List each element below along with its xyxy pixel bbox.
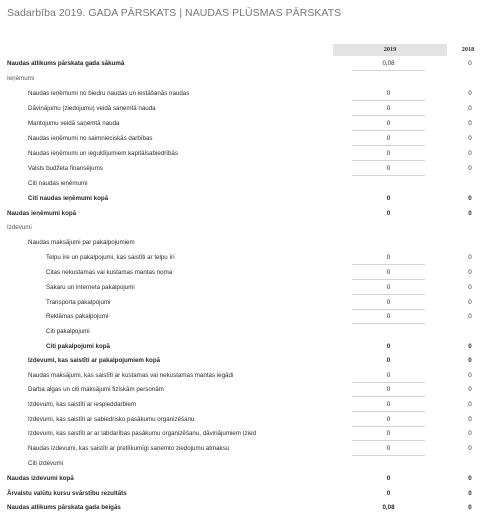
row-label: Izdevumi, kas saistīti ar iespieddarbiem bbox=[28, 401, 136, 408]
value-2018: 0 bbox=[468, 195, 472, 202]
table-row bbox=[0, 133, 491, 145]
value-2018: 0 bbox=[468, 254, 472, 261]
value-2019: 0 bbox=[352, 370, 425, 383]
row-label: Izdevumi bbox=[7, 224, 32, 231]
table-row bbox=[0, 384, 491, 396]
value-2019: 0 bbox=[352, 443, 425, 456]
row-label: Naudas ieņēmumi kopā bbox=[7, 210, 77, 217]
value-2019: 0 bbox=[352, 148, 425, 161]
table-row bbox=[0, 414, 491, 426]
table-row bbox=[0, 370, 491, 382]
table-row bbox=[0, 341, 491, 353]
row-label: Naudas maksājumi, kas saistīti ar kustamas vai nekustamas mantas iegādi bbox=[28, 372, 234, 379]
value-2019: 0 bbox=[352, 414, 425, 427]
value-2018: 0 bbox=[468, 357, 472, 364]
value-2018: 0 bbox=[468, 401, 472, 408]
table-row bbox=[0, 443, 491, 455]
row-label: Mantojumu veidā saņemtā nauda bbox=[28, 120, 120, 127]
value-2018: 0 bbox=[468, 430, 472, 437]
value-2018: 0 bbox=[468, 386, 472, 393]
row-label: Darba algas un citi maksājumi fiziskām personām bbox=[28, 386, 164, 393]
row-label: Izdevumi, kas saistīti ar ar labdarības pasākumu organizēšanu, dāvinājumiem (zied bbox=[28, 430, 257, 437]
row-label: Sakaru un interneta pakalpojumi bbox=[46, 284, 135, 291]
table-row bbox=[0, 252, 491, 264]
value-2018: 0 bbox=[468, 445, 472, 452]
table-row bbox=[0, 458, 491, 470]
value-2019: 0 bbox=[352, 311, 425, 324]
value-2018: 0 bbox=[468, 269, 472, 276]
column-header-2018: 2018 bbox=[461, 46, 475, 53]
row-label: Telpu īre un pakalpojumi, kas saistīti ar telpu īri bbox=[46, 254, 175, 261]
row-label: Transporta pakalpojumi bbox=[46, 299, 111, 306]
value-2019: 0 bbox=[352, 252, 425, 265]
value-2019: 0 bbox=[386, 475, 391, 482]
value-2019: 0 bbox=[386, 357, 391, 364]
table-row bbox=[0, 488, 491, 500]
page-title: Sadarbība 2019. GADA PĀRSKATS | NAUDAS PLŪSMAS PĀRSKATS bbox=[7, 7, 342, 19]
row-label: Citi naudas ieņēmumi kopā bbox=[28, 195, 109, 202]
row-label: Citi pakalpojumi bbox=[46, 328, 90, 335]
table-row bbox=[0, 428, 491, 440]
value-2019: 0 bbox=[352, 282, 425, 295]
value-2019: 0 bbox=[352, 118, 425, 131]
value-2019: 0 bbox=[352, 133, 425, 146]
column-header-2019: 2019 bbox=[333, 44, 447, 56]
row-label: Reklāmas pakalpojumi bbox=[46, 313, 109, 320]
row-label: Izdevumi, kas saistīti ar pakalpojumiem kopā bbox=[28, 357, 161, 364]
value-2019: 0 bbox=[352, 88, 425, 101]
value-2018: 0 bbox=[468, 299, 472, 306]
value-2019: 0 bbox=[352, 103, 425, 116]
table-row bbox=[0, 148, 491, 160]
value-2019: 0 bbox=[352, 163, 425, 176]
row-label: Naudas izdevumi, kas saistīti ar pretlīkumīgi saņemto ziedojumu atmaksu bbox=[28, 445, 230, 452]
value-2019: 0 bbox=[352, 384, 425, 397]
table-row bbox=[0, 88, 491, 100]
value-2018: 0 bbox=[468, 475, 472, 482]
table-row bbox=[0, 58, 491, 70]
row-label: Citas nekustamas vai kustamas mantas noma bbox=[46, 269, 173, 276]
row-label: Naudas ieņēmumi no biedru naudas un iestāšanās naudas bbox=[28, 90, 190, 97]
value-2018: 0 bbox=[468, 120, 472, 127]
value-2018: 0 bbox=[468, 313, 472, 320]
table-row bbox=[0, 473, 491, 485]
row-label: Valsts budžeta finansējums bbox=[28, 165, 103, 172]
table-row bbox=[0, 118, 491, 130]
value-2018: 0 bbox=[468, 504, 472, 511]
table-row bbox=[0, 502, 491, 514]
table-row bbox=[0, 297, 491, 309]
row-label: Citi pakalpojumi kopā bbox=[46, 343, 110, 350]
table-row bbox=[0, 282, 491, 294]
value-2018: 0 bbox=[468, 60, 472, 67]
value-2018: 0 bbox=[468, 105, 472, 112]
table-row bbox=[0, 193, 491, 205]
table-row bbox=[0, 237, 491, 249]
row-label: Izdevumi, kas saistīti ar sabiedrisko pasākumu organizēšanu bbox=[28, 416, 195, 423]
value-2019: 0 bbox=[386, 343, 391, 350]
value-2018: 0 bbox=[468, 490, 472, 497]
table-row bbox=[0, 326, 491, 338]
value-2018: 0 bbox=[468, 150, 472, 157]
table-row bbox=[0, 163, 491, 175]
value-2018: 0 bbox=[468, 284, 472, 291]
table-row bbox=[0, 73, 491, 85]
value-2018: 0 bbox=[468, 90, 472, 97]
table-row bbox=[0, 222, 491, 234]
row-label: Naudas atlikums pārskata gada sākumā bbox=[7, 60, 125, 67]
value-2019: 0 bbox=[386, 195, 391, 202]
table-row bbox=[0, 267, 491, 279]
row-label: Ieņēmumi bbox=[7, 75, 35, 82]
value-2019: 0,08 bbox=[382, 504, 395, 511]
row-label: Citi naudas ieņēmumi bbox=[28, 180, 88, 187]
row-label: Naudas ieņēmumi no saimnieciskās darbības bbox=[28, 135, 153, 142]
value-2019: 0 bbox=[386, 210, 391, 217]
row-label: Citi izdevumi bbox=[28, 460, 64, 467]
value-2018: 0 bbox=[468, 343, 472, 350]
table-row bbox=[0, 208, 491, 220]
value-2018: 0 bbox=[468, 416, 472, 423]
row-label: Naudas maksājumi par pakalpojumiem bbox=[28, 239, 135, 246]
value-2018: 0 bbox=[468, 135, 472, 142]
value-2019: 0 bbox=[352, 267, 425, 280]
value-2019: 0,08 bbox=[352, 58, 425, 71]
value-2019: 0 bbox=[352, 399, 425, 412]
row-label: Naudas atlikums pārskata gada beigās bbox=[7, 504, 121, 511]
table-row bbox=[0, 311, 491, 323]
row-label: Naudas izdevumi kopā bbox=[7, 475, 74, 482]
row-label: Dāvinājumu (ziedojumu) veidā saņemtā nauda bbox=[28, 105, 156, 112]
value-2019: 0 bbox=[386, 490, 391, 497]
value-2018: 0 bbox=[468, 372, 472, 379]
table-row bbox=[0, 178, 491, 190]
value-2018: 0 bbox=[468, 165, 472, 172]
row-label: Naudas ieņēmumi un ieguldījumiem kapitālsabiedrībās bbox=[28, 150, 178, 157]
row-label: Ārvalstu valūtu kursu svārstību rezultāts bbox=[7, 490, 127, 497]
value-2019: 0 bbox=[352, 428, 425, 441]
table-row bbox=[0, 355, 491, 367]
table-row bbox=[0, 399, 491, 411]
value-2018: 0 bbox=[468, 210, 472, 217]
table-row bbox=[0, 103, 491, 115]
value-2019: 0 bbox=[352, 297, 425, 310]
